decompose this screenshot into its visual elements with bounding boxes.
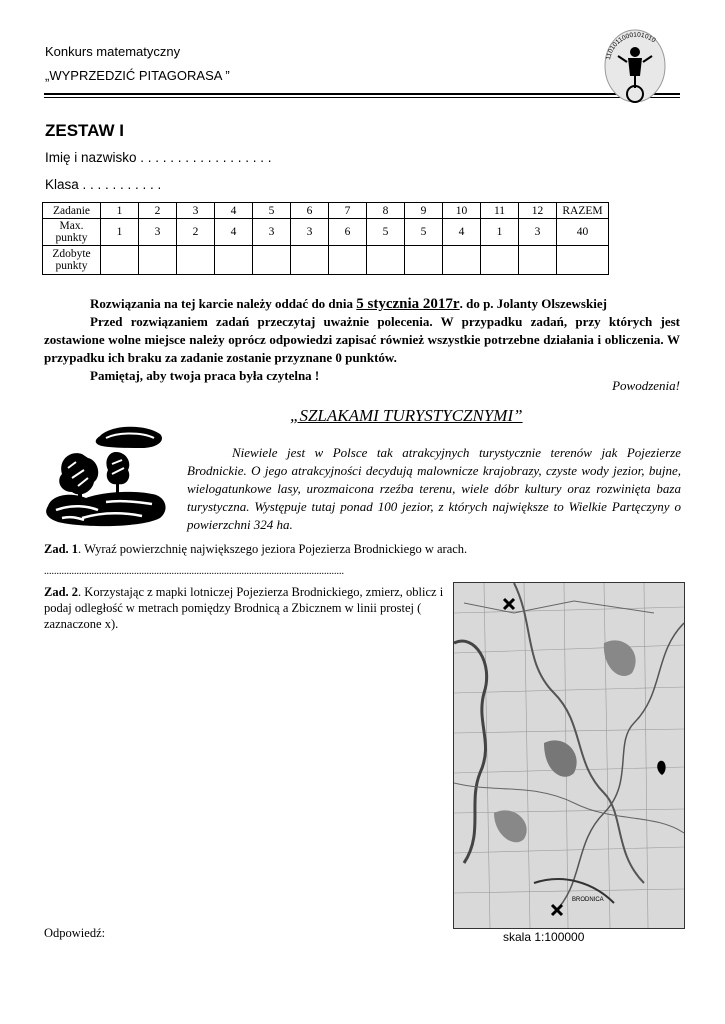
story-paragraph: Niewiele jest w Polsce tak atrakcyjnych turystycznie terenów jak Pojezierze Brodnickie. O jego atrakcyjności decydują malownicze krajobrazy, czyste wody jezior, bujne, wielogatunkowe lasy, urozmaicona rzeźba terenu, wiele dóbr kultury oraz rozwinięta baza turystyczna. Występuje tutaj ponad 100 jezior, z których największe to Wielkie Partęczyny o powierzchni 324 ha. — [187, 445, 681, 532]
table-cell: 3 — [519, 219, 557, 246]
answer-label: Odpowiedź: — [44, 926, 106, 940]
table-cell: 2 — [139, 203, 177, 219]
class-field: Klasa . . . . . . . . . . . — [45, 177, 162, 192]
table-cell: 6 — [329, 219, 367, 246]
logo-binary-text: 1101011000101010 — [605, 31, 657, 61]
table-cell: 4 — [443, 219, 481, 246]
row-label-task: Zadanie — [43, 203, 101, 219]
table-cell: 3 — [291, 219, 329, 246]
table-cell: 12 — [519, 203, 557, 219]
score-input-cell[interactable] — [405, 246, 443, 275]
score-input-cell[interactable] — [557, 246, 609, 275]
instructions-rules: Przed rozwiązaniem zadań przeczytaj uważnie polecenia. W przypadku zadań, przy których jest zostawione wolne miejsce należy oprócz odpowiedzi zapisać również wszystkie potrzebne działania i obliczenia. W przypadku ich braku za zadanie zostanie przyznane 0 punktów. — [44, 314, 680, 365]
aerial-map — [453, 582, 685, 929]
row-label-part: punkty — [55, 232, 88, 244]
score-input-cell[interactable] — [253, 246, 291, 275]
row-label-part: Max. — [59, 220, 84, 232]
table-cell: 5 — [367, 219, 405, 246]
table-cell: 1 — [481, 219, 519, 246]
task-1 — [44, 542, 467, 557]
row-label-part: Zdobyte — [52, 248, 91, 260]
instructions — [44, 295, 680, 385]
task-2-text: . Korzystając z mapki lotniczej Pojezierza Brodnickiego, zmierz, oblicz i podaj odległość w metrach pomiędzy Brodnicą a Zbicznem w linii prostej ( zaznaczone x). — [44, 585, 444, 631]
score-input-cell[interactable] — [329, 246, 367, 275]
landscape-illustration — [42, 418, 172, 530]
row-label-max — [43, 219, 101, 246]
contest-title: „WYPRZEDZIĆ PITAGORASA ” — [45, 68, 230, 83]
closing-text: Powodzenia! — [612, 378, 680, 393]
row-label-earned — [43, 246, 101, 275]
table-cell: 4 — [215, 203, 253, 219]
instructions-deadline — [44, 295, 680, 313]
deadline-date: 5 stycznia 2017r — [356, 296, 460, 312]
score-input-cell[interactable] — [519, 246, 557, 275]
table-cell: 8 — [367, 203, 405, 219]
table-cell: 9 — [405, 203, 443, 219]
score-input-cell[interactable] — [215, 246, 253, 275]
task-1-answer-line[interactable]: ........................................................................................................................ — [44, 566, 344, 577]
score-input-cell[interactable] — [177, 246, 215, 275]
unicycle-logo — [598, 14, 672, 106]
story-title-text: „SZLAKAMI TURYSTYCZNYMI” — [290, 406, 523, 425]
table-row — [43, 246, 609, 275]
contest-name: Konkurs matematyczny — [45, 44, 181, 59]
story-title — [290, 406, 523, 426]
task-1-text: . Wyraź powierzchnię największego jeziora Pojezierza Brodnickiego w arach. — [78, 542, 468, 556]
table-cell: 7 — [329, 203, 367, 219]
header-divider-thin — [44, 97, 680, 98]
table-row — [43, 203, 609, 219]
table-cell: 2 — [177, 219, 215, 246]
name-field: Imię i nazwisko . . . . . . . . . . . . . . . . . . — [45, 150, 272, 165]
table-cell: 10 — [443, 203, 481, 219]
table-cell: 3 — [253, 219, 291, 246]
row-label-part: punkty — [55, 260, 88, 272]
score-input-cell[interactable] — [481, 246, 519, 275]
score-input-cell[interactable] — [443, 246, 481, 275]
table-cell: 5 — [253, 203, 291, 219]
table-cell: 6 — [291, 203, 329, 219]
score-input-cell[interactable] — [139, 246, 177, 275]
table-cell: 40 — [557, 219, 609, 246]
table-cell: 5 — [405, 219, 443, 246]
table-cell: 11 — [481, 203, 519, 219]
score-input-cell[interactable] — [101, 246, 139, 275]
story-text — [187, 444, 681, 534]
task-1-label: Zad. 1 — [44, 542, 79, 556]
task-2-label: Zad. 2 — [44, 585, 79, 599]
table-cell: 4 — [215, 219, 253, 246]
deadline-text: Rozwiązania na tej karcie należy oddać do dnia — [90, 296, 357, 311]
header-divider — [44, 93, 680, 95]
set-title: ZESTAW I — [45, 121, 125, 140]
map-place-label: BRODNICA — [572, 897, 604, 903]
table-cell: 1 — [101, 219, 139, 246]
table-cell: 3 — [177, 203, 215, 219]
score-input-cell[interactable] — [291, 246, 329, 275]
deadline-text-end: . do p. Jolanty Olszewskiej — [459, 296, 607, 311]
table-row — [43, 219, 609, 246]
map-scale: skala 1:100000 — [503, 930, 585, 944]
score-table — [42, 202, 609, 275]
table-cell: RAZEM — [557, 203, 609, 219]
table-cell: 1 — [101, 203, 139, 219]
task-2 — [44, 584, 444, 632]
score-input-cell[interactable] — [367, 246, 405, 275]
instructions-reminder: Pamiętaj, aby twoja praca była czytelna ! — [90, 368, 320, 383]
table-cell: 3 — [139, 219, 177, 246]
